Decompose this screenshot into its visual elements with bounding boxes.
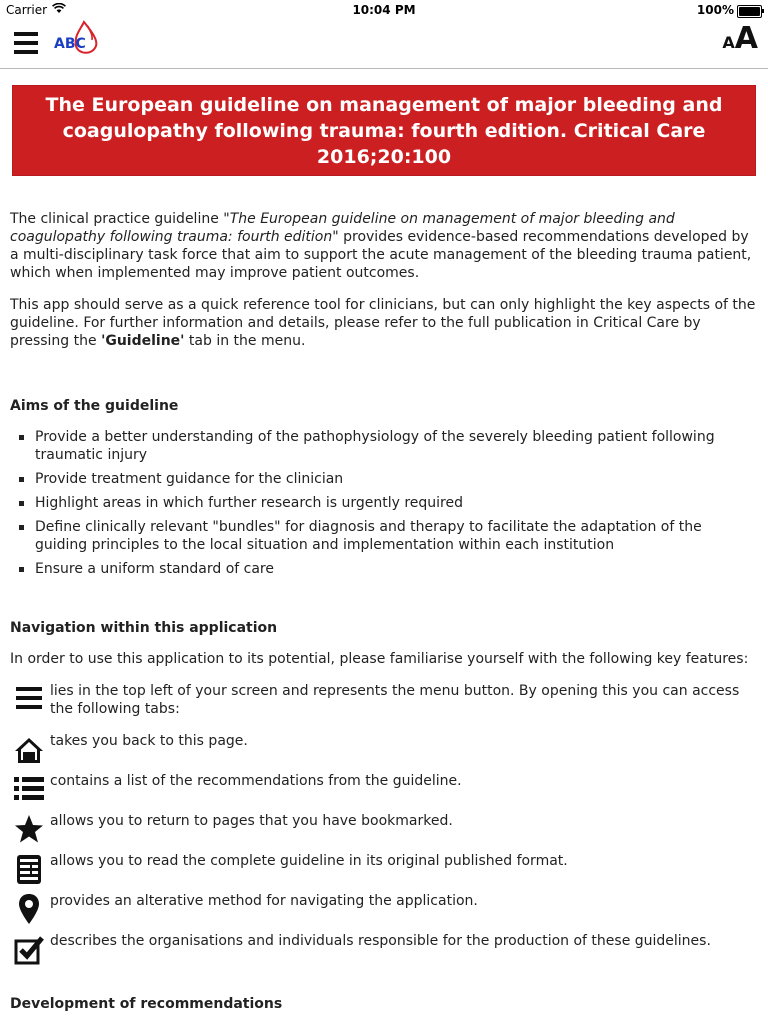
aims-list-item: Highlight areas in which further research is urgently required — [10, 494, 758, 512]
intro-paragraph-1 — [10, 210, 758, 282]
menu-icon-bar — [14, 32, 38, 36]
intro-text: tab in the menu. — [184, 333, 306, 349]
menu-icon — [12, 682, 46, 716]
navigation-intro: In order to use this application to its potential, please familiarise yourself with the following key features: — [10, 651, 749, 667]
star-icon — [12, 812, 46, 846]
feature-navigation — [10, 892, 758, 932]
font-size-large-glyph: A — [734, 21, 758, 56]
app-logo — [54, 20, 102, 60]
development-heading: Development of recommendations — [10, 996, 283, 1012]
menu-icon-bar — [14, 50, 38, 54]
feature-description: provides an alterative method for navigating the application. — [50, 893, 478, 909]
aims-heading: Aims of the guideline — [10, 398, 179, 414]
feature-list — [10, 772, 758, 812]
menu-button[interactable] — [14, 32, 38, 54]
main-content — [0, 85, 768, 1012]
carrier-label: Carrier — [6, 3, 48, 17]
guideline-title-banner: The European guideline on management of major bleeding and coagulopathy following trauma: fourth edition. Critical Care 2016;20:100 — [12, 85, 756, 176]
feature-description: contains a list of the recommendations from the guideline. — [50, 773, 462, 789]
aims-list-item: Provide a better understanding of the pathophysiology of the severely bleeding patient following traumatic injury — [10, 428, 758, 464]
clock: 10:04 PM — [352, 3, 416, 17]
map-pin-icon — [12, 892, 46, 926]
feature-about — [10, 932, 758, 972]
list-icon — [12, 772, 46, 806]
intro-text: This app should serve as a quick reference tool for clinicians, but can only highlight the key aspects of the guideline. For further information and details, please refer to the full publication in Critical Care by pressing the — [10, 297, 756, 349]
feature-description: takes you back to this page. — [50, 733, 248, 749]
feature-home — [10, 732, 758, 772]
checkbox-icon — [12, 932, 46, 966]
logo-text: ABC — [54, 36, 86, 52]
battery-percentage: 100% — [696, 3, 734, 17]
home-icon — [12, 732, 46, 766]
intro-paragraph-2 — [10, 296, 758, 350]
guideline-tab-reference: 'Guideline' — [101, 333, 185, 349]
aims-list-item: Ensure a uniform standard of care — [10, 560, 758, 578]
intro-text: The clinical practice guideline — [10, 211, 224, 227]
feature-description: describes the organisations and individuals responsible for the production of these guidelines. — [50, 933, 711, 949]
top-navbar — [0, 20, 768, 69]
feature-menu — [10, 682, 758, 732]
status-bar — [0, 0, 768, 20]
feature-bookmarks — [10, 812, 758, 852]
feature-description: lies in the top left of your screen and represents the menu button. By opening this you can access the following tabs: — [50, 683, 740, 717]
font-size-small-glyph: A — [722, 33, 735, 52]
guideline-name-italic: "The European guideline on management of major bleeding and coagulopathy following trauma: fourth edition" — [10, 211, 675, 245]
navigation-heading: Navigation within this application — [10, 620, 278, 636]
feature-description: allows you to return to pages that you have bookmarked. — [50, 813, 453, 829]
battery-icon — [737, 5, 762, 18]
feature-guideline — [10, 852, 758, 892]
aims-list — [10, 428, 758, 578]
aims-list-item: Provide treatment guidance for the clinician — [10, 470, 758, 488]
aims-list-item: Define clinically relevant "bundles" for diagnosis and therapy to facilitate the adaptation of the guiding principles to the local situation and implementation within each institution — [10, 518, 758, 554]
menu-icon-bar — [14, 41, 38, 45]
document-icon — [12, 852, 46, 886]
feature-description: allows you to read the complete guideline in its original published format. — [50, 853, 568, 869]
intro-text: provides evidence-based recommendations developed by a multi-disciplinary task force that aim to support the acute management of the bleeding trauma patient, which when implemented may improve patient outcomes. — [10, 229, 752, 281]
font-size-button[interactable] — [722, 21, 758, 56]
